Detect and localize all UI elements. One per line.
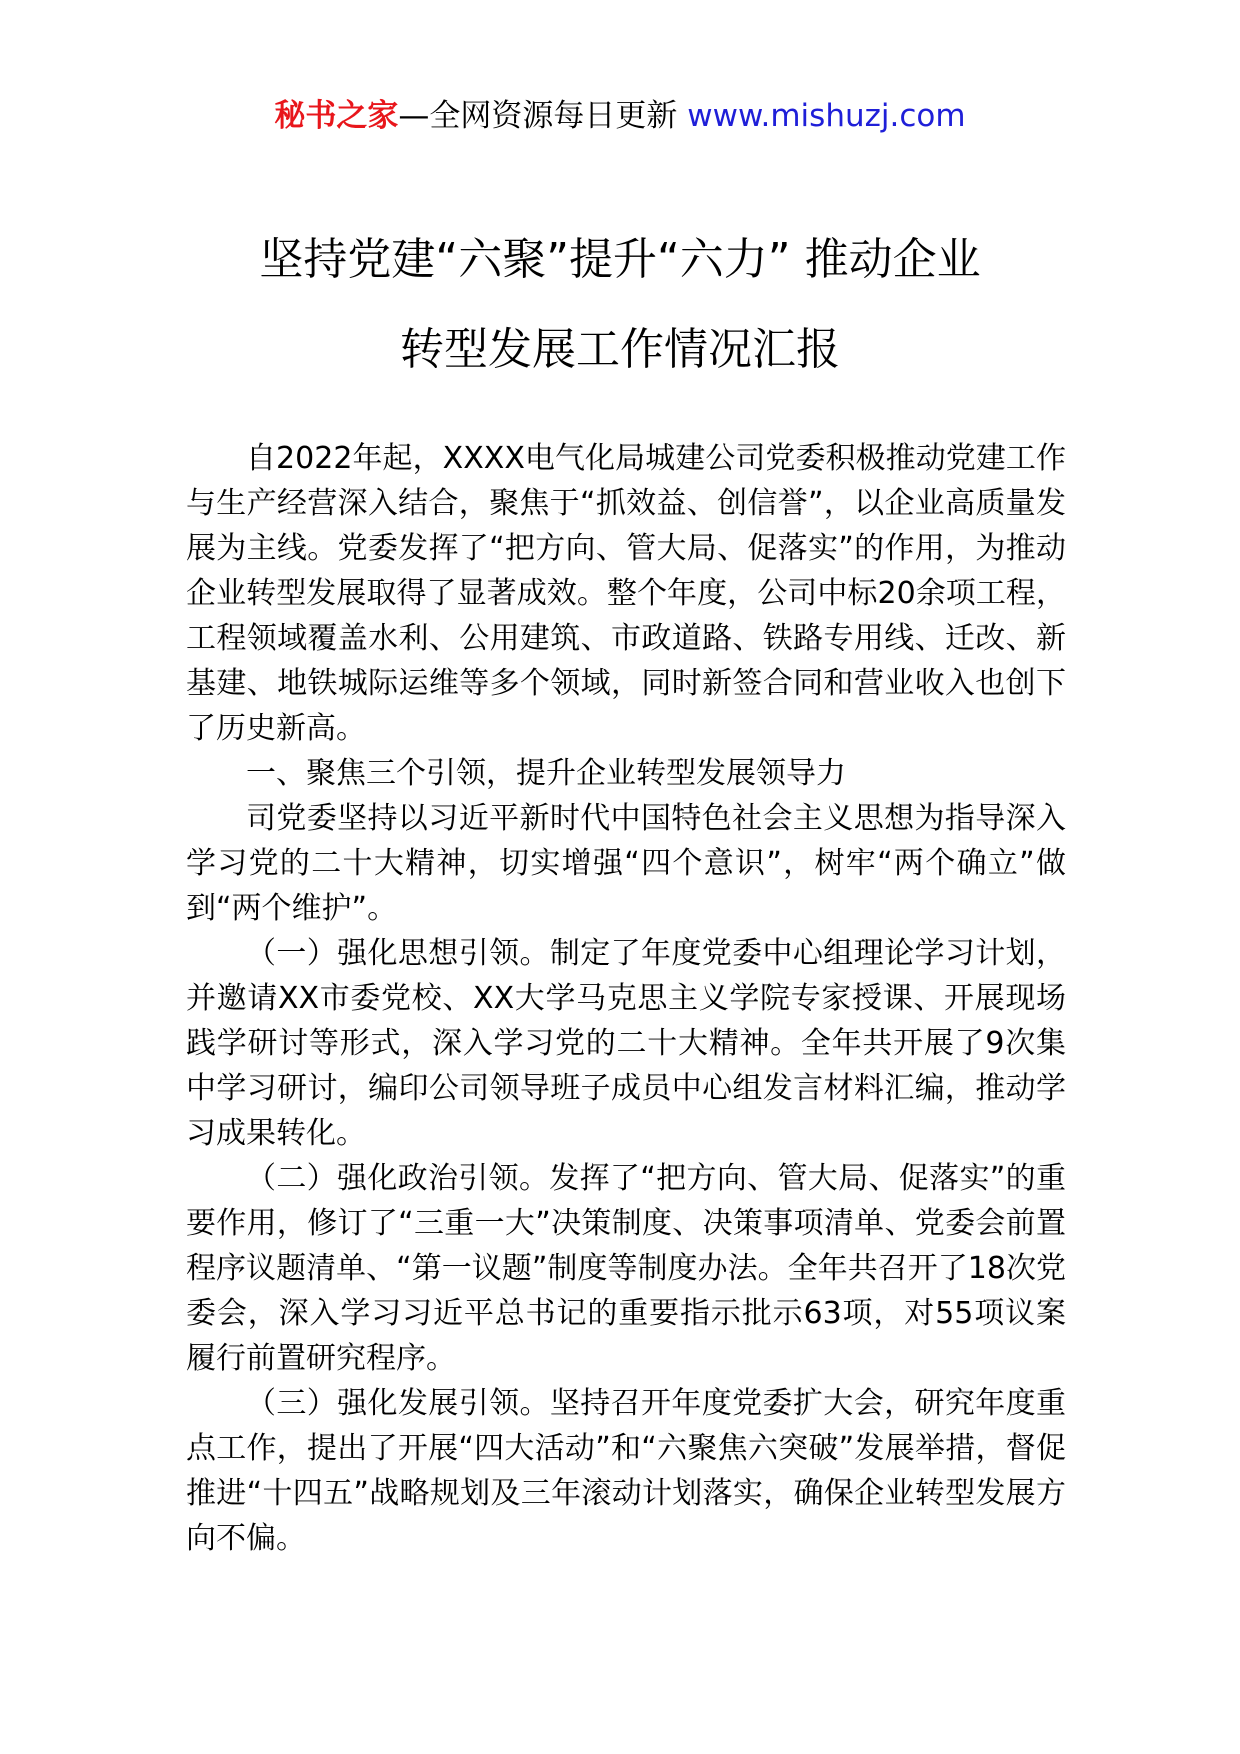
subsection-ideology: （一）强化思想引领。制定了年度党委中心组理论学习计划，并邀请XX市委党校、XX大学马克思主义学院专家授课、开展现场践学研讨等形式，深入学习党的二十大精神。全年共开展了9次集中学习研讨，编印公司领导班子成员中心组发言材料汇编，推动学习成果转化。 [186,936,1066,1151]
subsection-development: （三）强化发展引领。坚持召开年度党委扩大会，研究年度重点工作，提出了开展“四大活动”和“六聚焦六突破”发展举措，督促推进“十四五”战略规划及三年滚动计划落实，确保企业转型发展方向不偏。 [186,1386,1066,1556]
body-paragraph: 司党委坚持以习近平新时代中国特色社会主义思想为指导深入学习党的二十大精神，切实增强“四个意识”，树牢“两个确立”做到“两个维护”。 [186,801,1066,926]
header-tagline: —全网资源每日更新 [398,98,688,134]
site-header [0,96,1240,136]
intro-paragraph: 自2022年起，XXXX电气化局城建公司党委积极推动党建工作与生产经营深入结合，聚焦于“抓效益、创信誉”，以企业高质量发展为主线。党委发挥了“把方向、管大局、促落实”的作用，为推动企业转型发展取得了显著成效。整个年度，公司中标20余项工程，工程领域覆盖水利、公用建筑、市政道路、铁路专用线、迁改、新基建、地铁城际运维等多个领域，同时新签合同和营业收入也创下了历史新高。 [186,441,1066,746]
document-body [186,436,1066,1561]
document-title-line-1: 坚持党建“六聚”提升“六力” 推动企业 [259,234,981,285]
section-heading-1: 一、聚焦三个引领，提升企业转型发展领导力 [246,756,846,791]
subsection-politics: （二）强化政治引领。发挥了“把方向、管大局、促落实”的重要作用，修订了“三重一大”决策制度、决策事项清单、党委会前置程序议题清单、“第一议题”制度等制度办法。全年共召开了18次党委会，深入学习习近平总书记的重要指示批示63项，对55项议案履行前置研究程序。 [186,1161,1066,1376]
document-title-line-2: 转型发展工作情况汇报 [400,324,840,375]
site-url-link[interactable]: www.mishuzj.com [687,98,966,134]
brand-name: 秘书之家 [274,98,399,134]
